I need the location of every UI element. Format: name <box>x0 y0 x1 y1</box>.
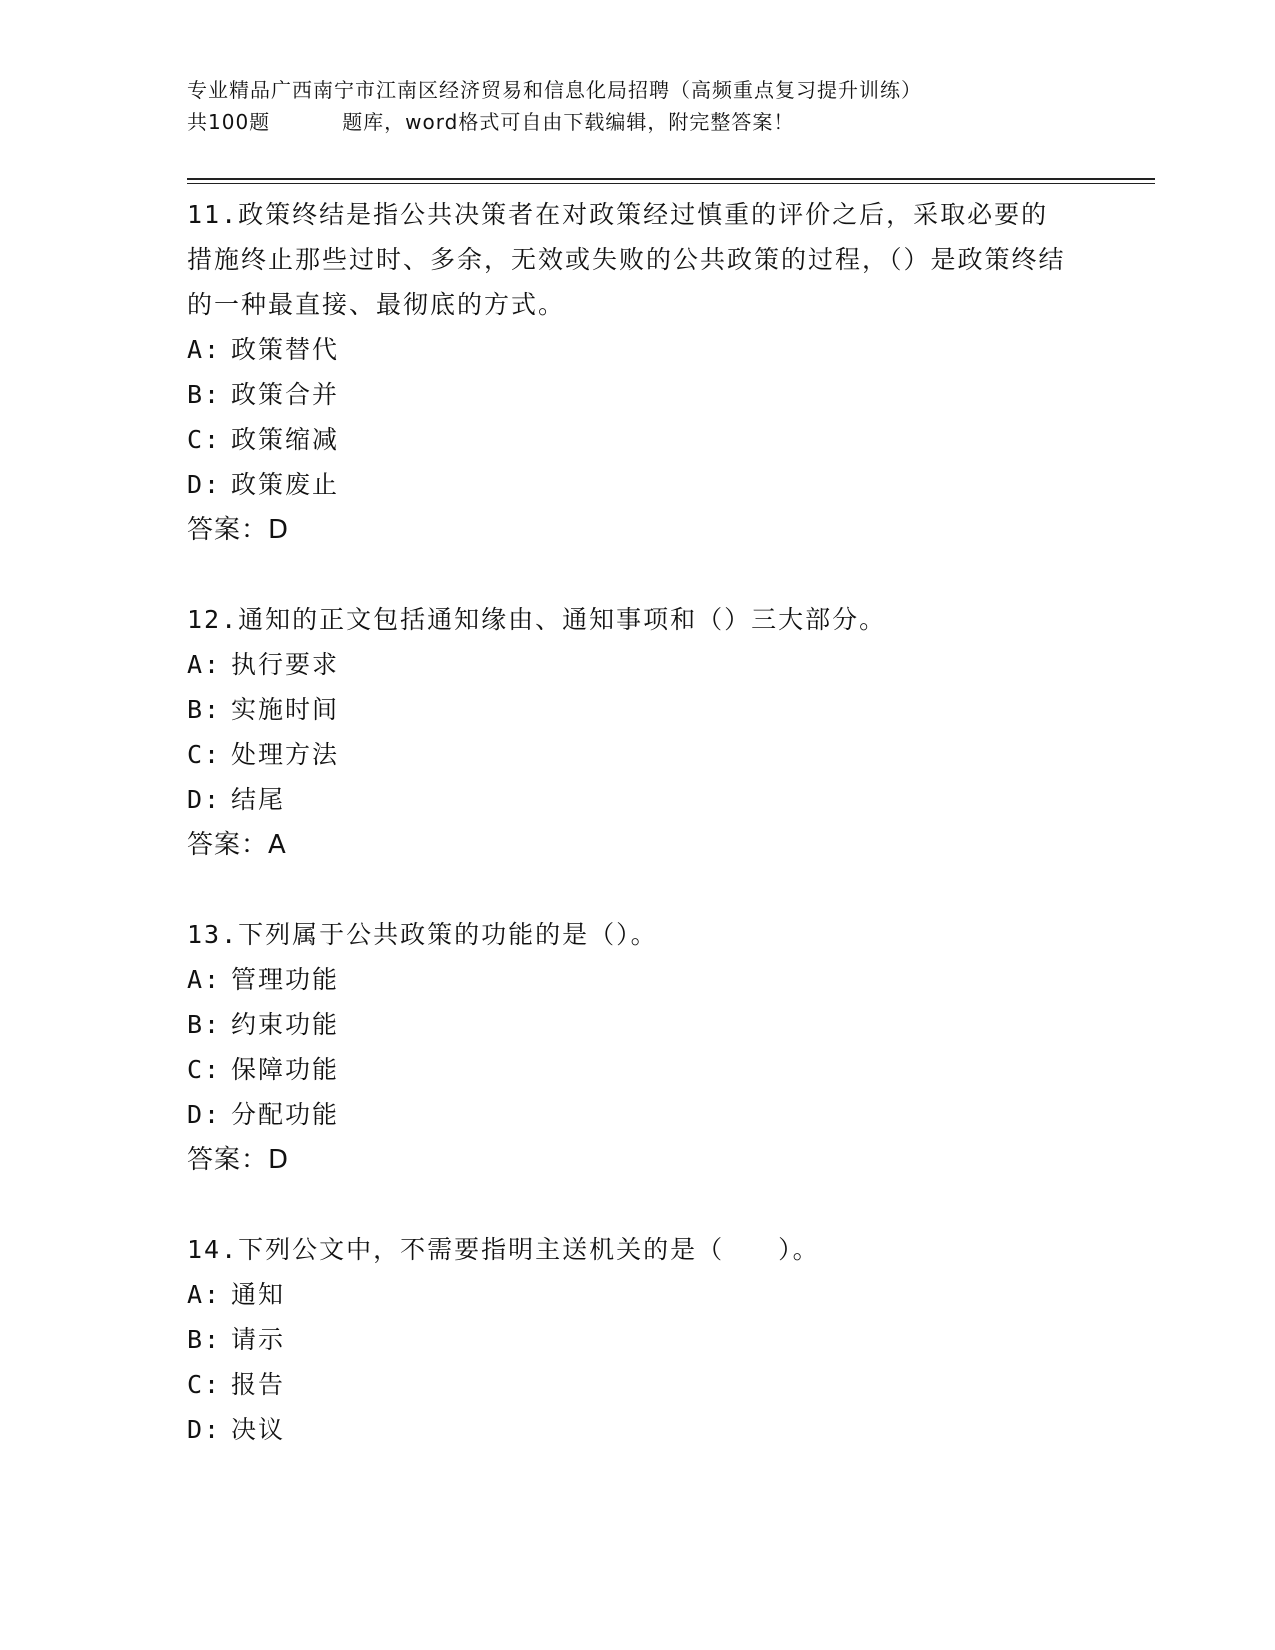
option-text: 执行要求 <box>231 650 340 679</box>
option-d <box>187 462 1087 507</box>
question-11 <box>187 192 1087 553</box>
option-letter: B: <box>187 1010 222 1039</box>
option-letter: C: <box>187 1055 222 1084</box>
option-a <box>187 327 1087 372</box>
document-header <box>187 74 1087 138</box>
option-b <box>187 1317 1087 1362</box>
option-a <box>187 957 1087 1002</box>
option-c <box>187 1047 1087 1092</box>
header-divider-thick <box>187 178 1155 180</box>
option-text: 政策废止 <box>231 470 340 499</box>
option-c <box>187 1362 1087 1407</box>
question-list <box>187 192 1087 1496</box>
question-stem: 14.下列公文中，不需要指明主送机关的是（ ）。 <box>187 1235 820 1264</box>
answer-line: 答案：D <box>187 515 290 545</box>
option-text: 通知 <box>231 1280 286 1309</box>
option-d <box>187 1092 1087 1137</box>
option-letter: D: <box>187 785 222 814</box>
option-letter: A: <box>187 965 222 994</box>
question-stem: 11.政策终结是指公共决策者在对政策经过慎重的评价之后，采取必要的措施终止那些过时、多余，无效或失败的公共政策的过程，（）是政策终结的一种最直接、最彻底的方式。 <box>187 200 1066 319</box>
option-text: 约束功能 <box>231 1010 340 1039</box>
option-d <box>187 777 1087 822</box>
question-count: 共100题 <box>187 110 271 134</box>
option-text: 政策替代 <box>231 335 340 364</box>
option-a <box>187 1272 1087 1317</box>
option-b <box>187 1002 1087 1047</box>
option-text: 决议 <box>231 1415 286 1444</box>
option-letter: C: <box>187 1370 222 1399</box>
option-letter: A: <box>187 335 222 364</box>
option-c <box>187 417 1087 462</box>
option-b <box>187 372 1087 417</box>
option-letter: D: <box>187 1415 222 1444</box>
option-text: 保障功能 <box>231 1055 340 1084</box>
option-letter: A: <box>187 1280 222 1309</box>
option-text: 实施时间 <box>231 695 340 724</box>
document-subtitle <box>187 106 1087 138</box>
answer-line: 答案：A <box>187 830 287 860</box>
option-text: 报告 <box>231 1370 286 1399</box>
document-title: 专业精品广西南宁市江南区经济贸易和信息化局招聘（高频重点复习提升训练） <box>187 78 922 102</box>
answer-line: 答案：D <box>187 1145 290 1175</box>
subtitle-note: 题库，word格式可自由下载编辑，附完整答案！ <box>342 110 795 134</box>
question-13 <box>187 912 1087 1183</box>
option-text: 分配功能 <box>231 1100 340 1129</box>
option-letter: C: <box>187 740 222 769</box>
option-text: 处理方法 <box>231 740 340 769</box>
option-letter: D: <box>187 1100 222 1129</box>
option-letter: B: <box>187 695 222 724</box>
option-text: 政策缩减 <box>231 425 340 454</box>
option-letter: C: <box>187 425 222 454</box>
question-stem: 13.下列属于公共政策的功能的是（）。 <box>187 920 658 949</box>
option-text: 政策合并 <box>231 380 340 409</box>
option-d <box>187 1407 1087 1452</box>
option-c <box>187 732 1087 777</box>
question-stem: 12.通知的正文包括通知缘由、通知事项和（）三大部分。 <box>187 605 887 634</box>
question-14 <box>187 1227 1087 1452</box>
option-b <box>187 687 1087 732</box>
question-12 <box>187 597 1087 868</box>
option-text: 请示 <box>231 1325 286 1354</box>
header-divider-thin <box>187 183 1155 184</box>
option-letter: A: <box>187 650 222 679</box>
option-text: 结尾 <box>231 785 286 814</box>
option-letter: B: <box>187 380 222 409</box>
option-letter: B: <box>187 1325 222 1354</box>
option-letter: D: <box>187 470 222 499</box>
option-text: 管理功能 <box>231 965 340 994</box>
option-a <box>187 642 1087 687</box>
